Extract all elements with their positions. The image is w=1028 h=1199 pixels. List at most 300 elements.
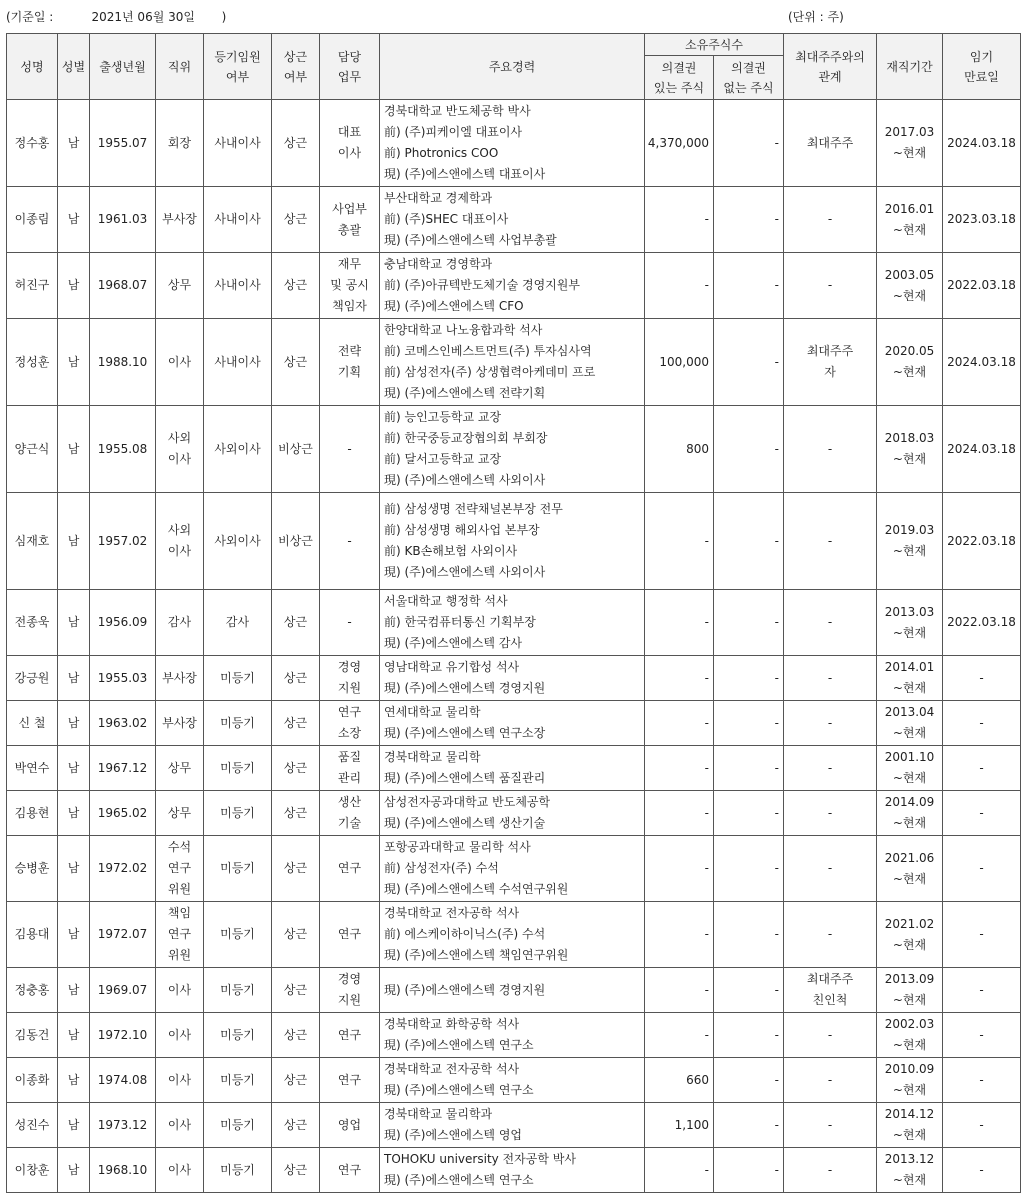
cell-tenure-line: 2021.02 (884, 916, 935, 931)
cell-fulltime: 상근 (272, 1058, 320, 1103)
cell-career-line: 現) (주)에스앤에스텍 감사 (384, 636, 523, 650)
cell-name: 성진수 (7, 1103, 58, 1148)
cell-career-line: 前) (주)아큐텍반도체기술 경영지원부 (384, 278, 580, 292)
cell-relation (784, 100, 877, 187)
cell-career-line: 現) (주)에스앤에스텍 전략기획 (384, 386, 546, 400)
cell-voting: - (645, 253, 714, 319)
cell-voting: - (645, 656, 714, 701)
cell-nonvoting: - (714, 746, 784, 791)
cell-nonvoting: - (714, 590, 784, 656)
cell-duty (320, 1148, 380, 1193)
cell-tenure (877, 1013, 943, 1058)
cell-voting: - (645, 701, 714, 746)
cell-career-line: 前) 삼성생명 해외사업 본부장 (384, 523, 540, 537)
cell-career (380, 406, 645, 493)
cell-position (156, 590, 204, 656)
cell-relation-line: 최대주주 (806, 135, 854, 150)
cell-fulltime: 상근 (272, 1013, 320, 1058)
cell-career (380, 1103, 645, 1148)
cell-name: 이창훈 (7, 1148, 58, 1193)
cell-registered: 미등기 (204, 836, 272, 902)
cell-voting: - (645, 1148, 714, 1193)
cell-duty (320, 836, 380, 902)
cell-duty-line: 소장 (337, 726, 362, 740)
cell-registered: 미등기 (204, 1148, 272, 1193)
cell-gender: 남 (58, 1058, 90, 1103)
cell-duty (320, 1103, 380, 1148)
cell-career-line: 충남대학교 경영학과 (384, 257, 493, 271)
table-row (7, 590, 1021, 656)
cell-fulltime: 상근 (272, 836, 320, 902)
cell-tenure (877, 836, 943, 902)
cell-term: 2023.03.18 (943, 187, 1021, 253)
cell-voting: - (645, 187, 714, 253)
base-date-close: ) (221, 10, 227, 24)
cell-career-line: 포항공과대학교 물리학 석사 (384, 840, 531, 854)
cell-registered: 사내이사 (204, 253, 272, 319)
col-fulltime-l2: 여부 (283, 69, 308, 84)
col-career: 주요경력 (380, 34, 645, 100)
cell-relation (784, 1013, 877, 1058)
cell-tenure-line: ~현재 (892, 1128, 927, 1142)
cell-position-line: 책임 (167, 906, 192, 920)
cell-position-line: 연구 (167, 927, 192, 941)
cell-tenure-line: 2014.12 (884, 1107, 935, 1121)
cell-tenure (877, 746, 943, 791)
cell-tenure (877, 100, 943, 187)
cell-career (380, 493, 645, 590)
cell-career (380, 253, 645, 319)
cell-nonvoting: - (714, 406, 784, 493)
cell-position (156, 406, 204, 493)
cell-registered: 미등기 (204, 1013, 272, 1058)
cell-position-line: 이사 (167, 1162, 192, 1177)
cell-name: 신 철 (7, 701, 58, 746)
cell-gender: 남 (58, 253, 90, 319)
table-row (7, 1058, 1021, 1103)
cell-birth: 1969.07 (90, 968, 156, 1013)
cell-registered: 미등기 (204, 656, 272, 701)
cell-position-line: 부사장 (162, 212, 197, 226)
cell-relation (784, 791, 877, 836)
cell-name: 박연수 (7, 746, 58, 791)
cell-career-line: 現) (주)에스앤에스텍 생산기술 (384, 816, 546, 830)
cell-career (380, 1058, 645, 1103)
table-row (7, 746, 1021, 791)
cell-relation-line: - (827, 805, 833, 820)
cell-tenure-line: 2003.05 (884, 267, 935, 282)
cell-gender: 남 (58, 701, 90, 746)
col-position: 직위 (156, 34, 204, 100)
cell-name: 정수홍 (7, 100, 58, 187)
cell-relation-line: - (827, 441, 833, 456)
cell-birth: 1955.03 (90, 656, 156, 701)
cell-tenure-line: 2020.05 (884, 344, 935, 358)
cell-duty-line: 관리 (337, 771, 362, 785)
cell-position-line: 연구 (167, 861, 192, 875)
cell-nonvoting: - (714, 968, 784, 1013)
cell-duty-line: 총괄 (337, 222, 362, 237)
table-row (7, 319, 1021, 406)
cell-voting: - (645, 1013, 714, 1058)
cell-gender: 남 (58, 406, 90, 493)
cell-career-line: 한양대학교 나노융합과학 석사 (384, 323, 543, 337)
cell-relation (784, 406, 877, 493)
cell-tenure-line: ~현재 (892, 816, 927, 830)
cell-career (380, 100, 645, 187)
cell-gender: 남 (58, 791, 90, 836)
cell-relation (784, 253, 877, 319)
cell-name: 이종화 (7, 1058, 58, 1103)
cell-duty-line: 기술 (337, 816, 362, 830)
col-duty-l2: 업무 (337, 69, 362, 84)
cell-tenure-line: ~현재 (892, 1083, 927, 1097)
cell-duty-line: 연구 (337, 705, 362, 719)
cell-fulltime: 비상근 (272, 406, 320, 493)
cell-nonvoting: - (714, 253, 784, 319)
cell-duty-line: 품질 (337, 750, 362, 764)
table-row (7, 902, 1021, 968)
cell-tenure-line: 2018.03 (884, 431, 935, 445)
cell-tenure-line: 2019.03 (884, 523, 935, 537)
cell-career-line: 경북대학교 반도체공학 박사 (384, 104, 531, 118)
cell-position-line: 이사 (167, 354, 192, 369)
cell-birth: 1956.09 (90, 590, 156, 656)
executives-table (6, 33, 1021, 1193)
cell-duty-line: 이사 (337, 146, 362, 160)
cell-relation-line: - (827, 1027, 833, 1042)
cell-relation-line: - (827, 1162, 833, 1177)
cell-tenure (877, 187, 943, 253)
cell-name: 양근식 (7, 406, 58, 493)
cell-fulltime: 상근 (272, 187, 320, 253)
cell-relation (784, 590, 877, 656)
cell-position-line: 수석 (167, 840, 192, 854)
cell-tenure-line: ~현재 (892, 365, 927, 379)
cell-position-line: 부사장 (162, 715, 197, 730)
cell-birth: 1968.10 (90, 1148, 156, 1193)
cell-duty-line: 및 공시 (330, 278, 369, 292)
cell-relation-line: - (827, 861, 833, 875)
cell-duty-line: 책임자 (332, 299, 367, 313)
cell-name: 정성훈 (7, 319, 58, 406)
cell-career (380, 187, 645, 253)
cell-tenure-line: 2017.03 (884, 125, 935, 139)
cell-relation-line: - (827, 615, 833, 629)
cell-tenure-line: 2021.06 (884, 850, 935, 865)
cell-birth: 1974.08 (90, 1058, 156, 1103)
col-tenure: 재직기간 (877, 34, 943, 100)
cell-gender: 남 (58, 1148, 90, 1193)
cell-birth: 1961.03 (90, 187, 156, 253)
cell-tenure (877, 406, 943, 493)
cell-name: 김용현 (7, 791, 58, 836)
cell-registered: 사외이사 (204, 406, 272, 493)
cell-position (156, 187, 204, 253)
cell-career-line: 경북대학교 물리학과 (384, 1107, 493, 1121)
cell-tenure-line: ~현재 (892, 993, 927, 1007)
cell-tenure-line: ~현재 (892, 726, 927, 740)
cell-tenure (877, 319, 943, 406)
cell-term: - (943, 656, 1021, 701)
cell-birth: 1967.12 (90, 746, 156, 791)
cell-nonvoting: - (714, 493, 784, 590)
cell-tenure-line: 2013.03 (884, 604, 935, 619)
cell-birth: 1972.07 (90, 902, 156, 968)
cell-position-line: 이사 (167, 544, 192, 558)
cell-duty (320, 253, 380, 319)
cell-tenure (877, 253, 943, 319)
cell-tenure (877, 590, 943, 656)
col-nonvoting (714, 56, 784, 100)
cell-birth: 1968.07 (90, 253, 156, 319)
cell-tenure (877, 968, 943, 1013)
cell-gender: 남 (58, 1013, 90, 1058)
cell-fulltime: 상근 (272, 701, 320, 746)
cell-relation-line: - (827, 760, 833, 775)
cell-name: 이종림 (7, 187, 58, 253)
cell-voting: 800 (645, 406, 714, 493)
cell-relation (784, 493, 877, 590)
cell-duty-line: 재무 (337, 257, 362, 271)
cell-position (156, 253, 204, 319)
cell-gender: 남 (58, 187, 90, 253)
cell-career-line: TOHOKU university 전자공학 박사 (384, 1152, 576, 1166)
cell-gender: 남 (58, 1103, 90, 1148)
cell-career-line: 경북대학교 화학공학 석사 (384, 1017, 520, 1031)
cell-career-line: 前) 한국중등교장협의회 부회장 (384, 431, 548, 445)
cell-registered: 미등기 (204, 1103, 272, 1148)
cell-position (156, 656, 204, 701)
cell-duty (320, 902, 380, 968)
cell-career (380, 968, 645, 1013)
col-voting (645, 56, 714, 100)
col-name: 성명 (7, 34, 58, 100)
cell-duty-line: 연구 (337, 861, 362, 875)
cell-duty-line: 연구 (337, 1027, 362, 1042)
cell-career-line: 前) 삼성전자(주) 수석 (384, 861, 499, 875)
cell-position-line: 이사 (167, 1117, 192, 1132)
cell-name: 강긍원 (7, 656, 58, 701)
cell-career (380, 656, 645, 701)
cell-name: 승병훈 (7, 836, 58, 902)
cell-career-line: 경북대학교 전자공학 석사 (384, 1062, 520, 1076)
cell-birth: 1973.12 (90, 1103, 156, 1148)
table-row (7, 968, 1021, 1013)
cell-career-line: 前) 코메스인베스트먼트(주) 투자심사역 (384, 344, 592, 358)
cell-duty (320, 100, 380, 187)
cell-career (380, 319, 645, 406)
table-row (7, 656, 1021, 701)
table-row (7, 791, 1021, 836)
cell-fulltime: 상근 (272, 253, 320, 319)
cell-relation (784, 1103, 877, 1148)
col-relation-l1: 최대주주와의 (795, 49, 865, 64)
cell-career-line: 前) 에스케이하이닉스(주) 수석 (384, 927, 546, 941)
cell-position-line: 감사 (167, 615, 192, 629)
cell-duty (320, 406, 380, 493)
col-term-l2: 만료일 (964, 69, 999, 84)
col-nonvoting-l2: 없는 주식 (723, 80, 774, 95)
cell-nonvoting: - (714, 902, 784, 968)
cell-voting: - (645, 968, 714, 1013)
cell-career-line: 前) Photronics COO (384, 146, 499, 160)
cell-career-line: 現) (주)에스앤에스텍 연구소장 (384, 726, 546, 740)
cell-gender: 남 (58, 656, 90, 701)
cell-position-line: 상무 (167, 805, 192, 820)
cell-duty-line: 연구 (337, 1072, 362, 1087)
cell-term: 2024.03.18 (943, 100, 1021, 187)
cell-position (156, 836, 204, 902)
cell-career (380, 836, 645, 902)
cell-birth: 1965.02 (90, 791, 156, 836)
cell-relation-line: - (827, 278, 833, 292)
cell-tenure-line: ~현재 (892, 937, 927, 952)
cell-career-line: 現) (주)에스앤에스텍 연구소 (384, 1083, 534, 1097)
cell-position-line: 부사장 (162, 670, 197, 685)
cell-fulltime: 상근 (272, 1103, 320, 1148)
cell-position (156, 791, 204, 836)
cell-term: - (943, 902, 1021, 968)
col-voting-l2: 있는 주식 (653, 80, 705, 95)
cell-relation (784, 656, 877, 701)
cell-duty-line: 대표 (337, 125, 362, 139)
cell-nonvoting: - (714, 701, 784, 746)
cell-registered: 미등기 (204, 701, 272, 746)
cell-voting: - (645, 590, 714, 656)
cell-duty (320, 701, 380, 746)
cell-position (156, 319, 204, 406)
cell-duty-line: 전략 (337, 344, 362, 358)
col-relation (784, 34, 877, 100)
cell-duty-line: 지원 (337, 993, 362, 1007)
cell-career-line: 現) (주)에스앤에스텍 사외이사 (384, 473, 546, 487)
cell-registered: 미등기 (204, 1058, 272, 1103)
cell-name: 김동건 (7, 1013, 58, 1058)
cell-term: 2024.03.18 (943, 406, 1021, 493)
cell-tenure-line: ~현재 (892, 222, 927, 237)
cell-position-line: 이사 (167, 982, 192, 997)
cell-birth: 1972.10 (90, 1013, 156, 1058)
cell-career-line: 前) 삼성전자(주) 상생협력아케데미 프로 (384, 365, 596, 379)
base-date-label: (기준일 : (6, 10, 54, 24)
cell-term: 2022.03.18 (943, 493, 1021, 590)
col-nonvoting-l1: 의결권 (731, 60, 766, 75)
cell-career-line: 現) (주)에스앤에스텍 경영지원 (384, 681, 546, 695)
col-shares-group: 소유주식수 (645, 34, 784, 56)
cell-relation-line: - (827, 1117, 833, 1132)
table-body (7, 100, 1021, 1193)
cell-tenure-line: ~현재 (892, 681, 927, 695)
cell-position-line: 사외 (167, 523, 192, 537)
report-header (0, 0, 1028, 34)
cell-relation (784, 1148, 877, 1193)
cell-relation (784, 1058, 877, 1103)
cell-duty-line: 지원 (337, 681, 362, 695)
cell-gender: 남 (58, 902, 90, 968)
cell-term: - (943, 1103, 1021, 1148)
cell-tenure-line: ~현재 (892, 871, 927, 886)
cell-career-line: 前) KB손해보험 사외이사 (384, 544, 518, 558)
cell-fulltime: 상근 (272, 791, 320, 836)
col-fulltime-l1: 상근 (283, 49, 308, 64)
cell-registered: 미등기 (204, 968, 272, 1013)
cell-position (156, 746, 204, 791)
cell-career-line: 現) (주)에스앤에스텍 대표이사 (384, 167, 546, 181)
col-registered (204, 34, 272, 100)
cell-career-line: 現) (주)에스앤에스텍 CFO (384, 299, 524, 313)
cell-career-line: 現) (주)에스앤에스텍 경영지원 (384, 982, 546, 997)
cell-term: - (943, 1058, 1021, 1103)
cell-career-line: 부산대학교 경제학과 (384, 191, 493, 205)
cell-career-line: 現) (주)에스앤에스텍 책임연구위원 (384, 948, 569, 962)
cell-position-line: 이사 (167, 1027, 192, 1042)
cell-position-line: 위원 (167, 882, 192, 896)
cell-nonvoting: - (714, 187, 784, 253)
cell-tenure (877, 1058, 943, 1103)
cell-voting: 660 (645, 1058, 714, 1103)
cell-career-line: 前) 달서고등학교 교장 (384, 452, 502, 466)
cell-duty-line: 사업부 (332, 201, 367, 216)
cell-tenure-line: ~현재 (892, 1038, 927, 1052)
cell-relation-line: - (827, 533, 833, 548)
table-row (7, 493, 1021, 590)
cell-tenure-line: ~현재 (892, 1173, 927, 1187)
cell-relation-line: 최대주주 (806, 972, 854, 986)
cell-term: - (943, 791, 1021, 836)
cell-tenure (877, 656, 943, 701)
cell-duty (320, 187, 380, 253)
cell-gender: 남 (58, 968, 90, 1013)
cell-tenure-line: ~현재 (892, 544, 927, 558)
cell-position (156, 1058, 204, 1103)
cell-position-line: 위원 (167, 948, 192, 962)
cell-relation-line: - (827, 927, 833, 941)
cell-duty-line: 영업 (337, 1117, 362, 1132)
cell-term: - (943, 836, 1021, 902)
cell-fulltime: 상근 (272, 968, 320, 1013)
cell-gender: 남 (58, 493, 90, 590)
cell-position-line: 사외 (167, 431, 192, 445)
cell-fulltime: 상근 (272, 319, 320, 406)
cell-relation-line: - (827, 212, 833, 226)
cell-career-line: 경북대학교 전자공학 석사 (384, 906, 520, 920)
cell-nonvoting: - (714, 1103, 784, 1148)
cell-nonvoting: - (714, 1058, 784, 1103)
cell-tenure-line: 2014.09 (884, 795, 935, 809)
cell-term: - (943, 746, 1021, 791)
cell-registered: 미등기 (204, 791, 272, 836)
col-registered-l2: 여부 (225, 69, 250, 84)
cell-tenure-line: 2001.10 (884, 750, 935, 764)
cell-relation (784, 836, 877, 902)
cell-name: 심재호 (7, 493, 58, 590)
cell-duty (320, 968, 380, 1013)
table-row (7, 836, 1021, 902)
cell-relation (784, 968, 877, 1013)
cell-duty (320, 791, 380, 836)
cell-position-line: 상무 (167, 760, 192, 775)
cell-nonvoting: - (714, 836, 784, 902)
cell-duty (320, 319, 380, 406)
cell-relation (784, 701, 877, 746)
cell-voting: - (645, 836, 714, 902)
col-term-l1: 임기 (969, 49, 994, 64)
cell-birth: 1988.10 (90, 319, 156, 406)
cell-duty-line: 연구 (337, 927, 362, 941)
base-date (6, 8, 226, 25)
cell-duty (320, 1013, 380, 1058)
